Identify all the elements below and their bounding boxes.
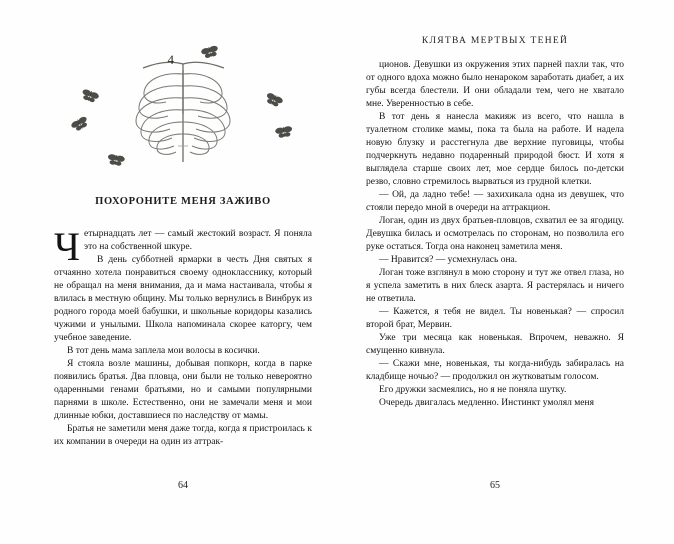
chapter-number: 4	[167, 52, 175, 67]
paragraph: Братья не заметили меня даже тогда, когда я пристроилась к их компании в очереди на один из аттрак-	[54, 424, 312, 447]
paragraph: Логан, один из двух братьев-пловцов, схватил ее за ягодицу. Девушка билась и осмотрелась по сторонам, но позволила его руке остаться. Тогда она наконец заметила меня.	[366, 216, 624, 252]
paragraph: В тот день мама заплела мои волосы в косички.	[67, 346, 260, 356]
page-left	[54, 0, 312, 544]
paragraph: — Нравится? — усмехнулась она.	[379, 255, 518, 265]
paragraph: Я стояла возле машины, добывая попкорн, когда в парке появились братья. Два пловца, они были не только невероятно одаренными генами братьями, но и самыми популярными парнями в школе. Естественно, они не замечали меня и мои длинные юбки, доставшиеся по наследству от мамы.	[54, 359, 312, 421]
left-ribs	[136, 74, 183, 155]
paragraph: Логан тоже взглянул в мою сторону и тут же отвел глаза, но я успела заметить в них блеск азарта. Я растерялась и ничего не ответила.	[366, 268, 624, 304]
paragraph: Четырнадцать лет — самый жестокий возраст. Я поняла это на собственной шкуре.	[54, 224, 312, 269]
drop-cap: Ч	[54, 224, 80, 269]
paragraph: В тот день я нанесла макияж из всего, что нашла в туалетном столике мамы, пока та была на работе. И надела новую блузку и расстегнула две верхние пуговицы, чтобы подчеркнуть недавно подаренный природой бюст. И хотя я выглядела старше своих лет, мое сердце билось по-детски резво, словно стремилось вырваться из грудной клетки.	[366, 112, 624, 187]
paragraph: Его дружки засмеялись, но я не поняла шутку.	[379, 385, 567, 395]
butterfly-icon	[275, 126, 294, 139]
page-number-right: 65	[490, 480, 500, 491]
paragraph: — Скажи мне, новенькая, ты когда-нибудь забиралась на кладбище ночью? — продолжил он жутковатым голосом.	[366, 359, 624, 382]
paragraph: Уже три месяца как новенькая. Впрочем, неважно. Я смущенно кивнула.	[366, 333, 624, 356]
chapter-title: ПОХОРОНИТЕ МЕНЯ ЗАЖИВО	[95, 196, 271, 207]
butterfly-icon	[107, 154, 126, 167]
paragraph: ционов. Девушки из окружения этих парней пахли так, что от одного вдоха можно было ненароком заработать диабет, а их губы всегда блестели. И они обладали тем, чего не хватало мне. Уверенностью в себе.	[366, 60, 624, 109]
ribcage-butterflies-illustration	[68, 44, 298, 176]
page-number-left: 64	[178, 480, 188, 491]
running-header: КЛЯТВА МЕРТВЫХ ТЕНЕЙ	[421, 36, 569, 46]
paragraph: В день субботней ярмарки в честь Дня святых я отчаянно хотела понравиться своему однокласснику, который не обращал на меня внимания, да и мама настаивала, чтобы я влилась в местную общину. Мы только вернулись в Винбрук из родного города моей бабушки, и школьные коридоры казались чужими и унылыми. Школа напоминала скорее каторгу, чем учебное заведение.	[54, 255, 312, 343]
right-ribs	[183, 74, 230, 155]
paragraph: Очередь двигалась медленно. Инстинкт умолял меня	[379, 398, 594, 408]
butterfly-icon	[264, 92, 284, 108]
butterfly-icon	[80, 88, 99, 103]
chapter-illustration	[54, 44, 312, 176]
body-text-right	[366, 59, 624, 410]
page-right	[366, 0, 624, 544]
body-text-left	[54, 224, 312, 449]
butterfly-icon	[200, 45, 219, 59]
paragraph: — Ой, да ладно тебе! — захихикала одна из девушек, что стояли передо мной в очереди на аттракцион.	[366, 190, 624, 213]
paragraph: — Кажется, я тебя не видел. Ты новенькая? — спросил второй брат, Мервин.	[366, 307, 624, 330]
butterfly-icon	[70, 115, 90, 132]
